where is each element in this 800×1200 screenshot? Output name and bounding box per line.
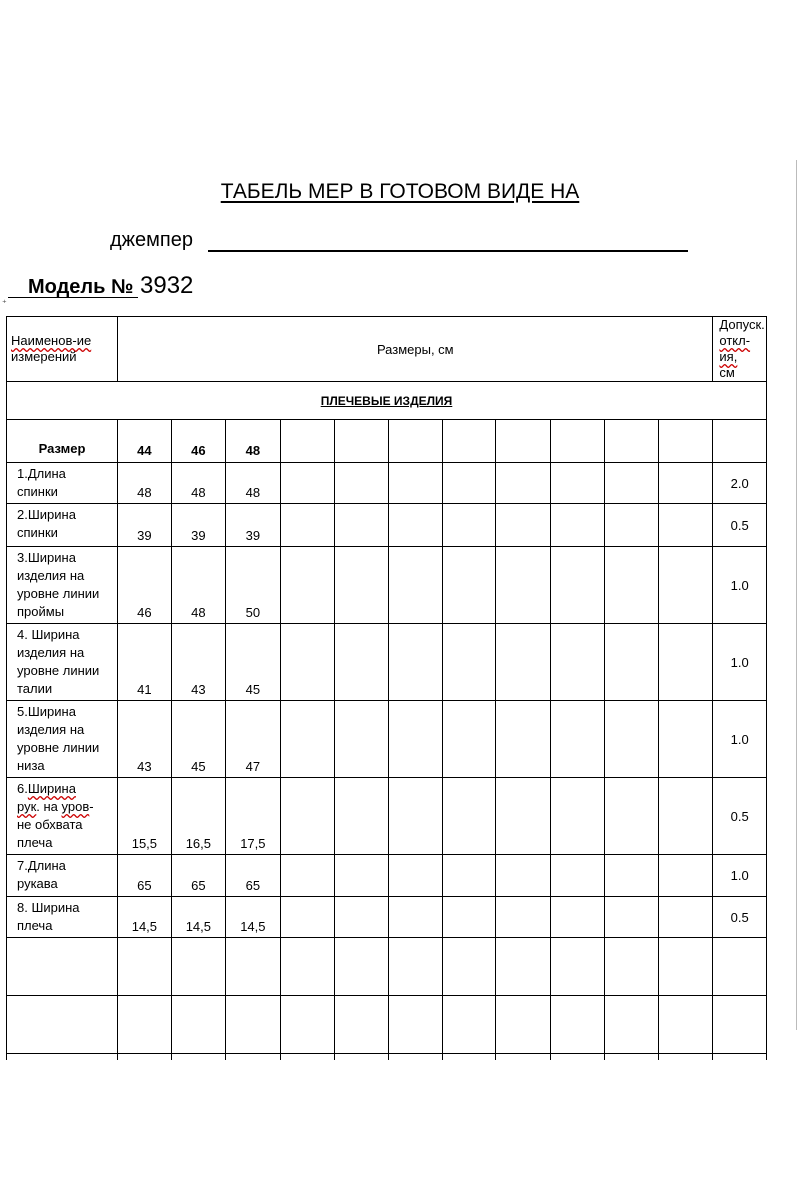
tolerance-value: 1.0	[713, 701, 767, 778]
empty-cell	[605, 420, 658, 463]
empty-cell	[335, 938, 388, 996]
measurement-row	[7, 701, 767, 778]
empty-cell	[388, 701, 443, 778]
empty-cell	[335, 547, 388, 624]
empty-cell	[335, 624, 388, 701]
empty-cell	[605, 624, 658, 701]
empty-cell	[443, 547, 496, 624]
size-value: 46	[171, 420, 226, 463]
measurement-name: 6.Ширина рук. на уров- не обхвата плеча	[7, 778, 118, 855]
empty-cell	[550, 1054, 605, 1060]
tolerance-column-header: Допуск. откл-ия, см	[713, 317, 767, 382]
section-title: ПЛЕЧЕВЫЕ ИЗДЕЛИЯ	[7, 382, 767, 420]
empty-cell	[550, 855, 605, 897]
empty-cell	[280, 897, 335, 938]
measurement-name: 3.Ширина изделия на уровне линии проймы	[7, 547, 118, 624]
empty-cell	[443, 778, 496, 855]
measurement-value: 16,5	[171, 778, 226, 855]
empty-cell	[335, 463, 388, 504]
empty-cell	[280, 463, 335, 504]
empty-cell	[388, 855, 443, 897]
tolerance-value: 2.0	[713, 463, 767, 504]
measurement-name: 1.Длина спинки	[7, 463, 118, 504]
empty-cell	[605, 1054, 658, 1060]
empty-cell	[443, 938, 496, 996]
tolerance-value: 0.5	[713, 504, 767, 547]
empty-cell	[335, 855, 388, 897]
empty-cell	[658, 855, 713, 897]
empty-cell	[496, 624, 551, 701]
model-label: Модель №	[28, 276, 134, 298]
empty-cell	[605, 897, 658, 938]
empty-cell	[335, 420, 388, 463]
measurement-value: 46	[118, 547, 171, 624]
empty-cell	[335, 897, 388, 938]
empty-cell	[658, 778, 713, 855]
measurement-value: 50	[226, 547, 281, 624]
section-row	[7, 382, 767, 420]
empty-cell	[388, 547, 443, 624]
empty-cell	[226, 1054, 281, 1060]
empty-cell	[658, 504, 713, 547]
empty-cell	[7, 1054, 118, 1060]
empty-cell	[388, 996, 443, 1054]
empty-cell	[550, 938, 605, 996]
empty-cell	[496, 897, 551, 938]
empty-cell	[443, 996, 496, 1054]
empty-cell	[226, 938, 281, 996]
empty-cell	[496, 855, 551, 897]
empty-cell	[496, 420, 551, 463]
empty-cell	[605, 938, 658, 996]
measurement-name: 2.Ширина спинки	[7, 504, 118, 547]
empty-cell	[226, 996, 281, 1054]
empty-cell	[335, 1054, 388, 1060]
measurement-name: 8. Ширина плеча	[7, 897, 118, 938]
empty-cell	[280, 504, 335, 547]
measurement-value: 43	[118, 701, 171, 778]
measurement-name: 4. Ширина изделия на уровне линии талии	[7, 624, 118, 701]
empty-cell	[550, 504, 605, 547]
tolerance-value: 0.5	[713, 897, 767, 938]
empty-cell	[496, 778, 551, 855]
empty-cell	[388, 897, 443, 938]
empty-cell	[118, 938, 171, 996]
empty-cell	[713, 1054, 767, 1060]
empty-cell	[658, 996, 713, 1054]
measurement-row	[7, 897, 767, 938]
measurement-value: 14,5	[226, 897, 281, 938]
empty-cell	[605, 504, 658, 547]
empty-cell	[7, 996, 118, 1054]
measurement-row	[7, 778, 767, 855]
empty-cell	[280, 547, 335, 624]
empty-cell	[280, 624, 335, 701]
empty-cell	[658, 624, 713, 701]
empty-cell	[550, 778, 605, 855]
measurement-row	[7, 463, 767, 504]
measurement-value: 39	[171, 504, 226, 547]
measurement-value: 45	[226, 624, 281, 701]
empty-cell	[7, 938, 118, 996]
empty-cell	[280, 778, 335, 855]
measurement-row	[7, 504, 767, 547]
empty-cell	[171, 996, 226, 1054]
empty-cell	[496, 463, 551, 504]
tolerance-value: 1.0	[713, 547, 767, 624]
measurement-value: 14,5	[171, 897, 226, 938]
empty-cell	[280, 1054, 335, 1060]
empty-row	[7, 938, 767, 996]
empty-cell	[605, 996, 658, 1054]
empty-cell	[171, 1054, 226, 1060]
measurement-value: 41	[118, 624, 171, 701]
empty-cell	[605, 701, 658, 778]
empty-cell	[335, 701, 388, 778]
empty-cell	[443, 420, 496, 463]
measurement-value: 48	[171, 547, 226, 624]
empty-cell	[443, 504, 496, 547]
empty-cell	[658, 938, 713, 996]
table-anchor-icon: ⁺	[2, 298, 7, 308]
empty-cell	[388, 624, 443, 701]
sizes-header: Размеры, см	[118, 317, 713, 382]
measurement-value: 14,5	[118, 897, 171, 938]
empty-cell	[388, 463, 443, 504]
empty-cell	[280, 855, 335, 897]
empty-cell	[388, 778, 443, 855]
page-edge-line	[796, 160, 797, 1030]
measurement-value: 48	[118, 463, 171, 504]
empty-cell	[550, 897, 605, 938]
product-underline	[208, 250, 688, 252]
measurement-value: 39	[118, 504, 171, 547]
empty-cell	[443, 897, 496, 938]
measurement-value: 15,5	[118, 778, 171, 855]
empty-cell	[550, 463, 605, 504]
empty-cell	[443, 855, 496, 897]
document-title: ТАБЕЛЬ МЕР В ГОТОВОМ ВИДЕ НА	[220, 180, 580, 203]
empty-cell	[388, 504, 443, 547]
measurement-value: 65	[171, 855, 226, 897]
measurement-row	[7, 624, 767, 701]
measurement-value: 65	[226, 855, 281, 897]
empty-cell	[605, 855, 658, 897]
empty-cell	[496, 1054, 551, 1060]
measurement-value: 17,5	[226, 778, 281, 855]
measurement-value: 43	[171, 624, 226, 701]
empty-cell	[443, 1054, 496, 1060]
size-value: 44	[118, 420, 171, 463]
empty-cell	[550, 701, 605, 778]
empty-cell	[496, 938, 551, 996]
empty-cell	[280, 701, 335, 778]
empty-row	[7, 996, 767, 1054]
empty-cell	[713, 938, 767, 996]
empty-cell	[443, 624, 496, 701]
size-row	[7, 420, 767, 463]
empty-cell	[496, 701, 551, 778]
empty-cell	[550, 547, 605, 624]
measurement-value: 47	[226, 701, 281, 778]
empty-cell	[658, 463, 713, 504]
model-underline	[8, 297, 138, 298]
tolerance-value: 1.0	[713, 624, 767, 701]
empty-cell	[605, 463, 658, 504]
name-column-header: Наименов-ие измерений	[7, 317, 118, 382]
empty-cell	[605, 547, 658, 624]
measurement-value: 48	[171, 463, 226, 504]
empty-cell	[658, 701, 713, 778]
measurement-table	[6, 316, 767, 1060]
empty-cell	[496, 504, 551, 547]
measurement-value: 39	[226, 504, 281, 547]
empty-cell	[280, 938, 335, 996]
product-name: джемпер	[110, 229, 193, 251]
measurement-value: 65	[118, 855, 171, 897]
empty-cell	[550, 996, 605, 1054]
table-header-row	[7, 317, 767, 382]
measurement-value: 45	[171, 701, 226, 778]
empty-cell	[550, 624, 605, 701]
model-number: 3932	[140, 272, 194, 299]
measurement-value: 48	[226, 463, 281, 504]
empty-cell	[280, 996, 335, 1054]
empty-cell	[658, 547, 713, 624]
tolerance-value: 0.5	[713, 778, 767, 855]
measurement-row	[7, 855, 767, 897]
empty-cell	[335, 778, 388, 855]
measurement-row	[7, 547, 767, 624]
empty-cell	[388, 1054, 443, 1060]
empty-cell	[713, 420, 767, 463]
measurement-name: 5.Ширина изделия на уровне линии низа	[7, 701, 118, 778]
empty-cell	[388, 420, 443, 463]
empty-cell	[658, 897, 713, 938]
empty-cell	[388, 938, 443, 996]
tolerance-value: 1.0	[713, 855, 767, 897]
empty-cell	[280, 420, 335, 463]
measurement-name: 7.Длина рукава	[7, 855, 118, 897]
empty-cell	[605, 778, 658, 855]
empty-cell	[335, 504, 388, 547]
empty-row	[7, 1054, 767, 1060]
size-value: 48	[226, 420, 281, 463]
empty-cell	[658, 420, 713, 463]
empty-cell	[118, 1054, 171, 1060]
empty-cell	[713, 996, 767, 1054]
empty-cell	[118, 996, 171, 1054]
empty-cell	[335, 996, 388, 1054]
empty-cell	[658, 1054, 713, 1060]
empty-cell	[443, 463, 496, 504]
size-row-label: Размер	[7, 420, 118, 463]
empty-cell	[550, 420, 605, 463]
empty-cell	[496, 996, 551, 1054]
empty-cell	[443, 701, 496, 778]
empty-cell	[171, 938, 226, 996]
empty-cell	[496, 547, 551, 624]
